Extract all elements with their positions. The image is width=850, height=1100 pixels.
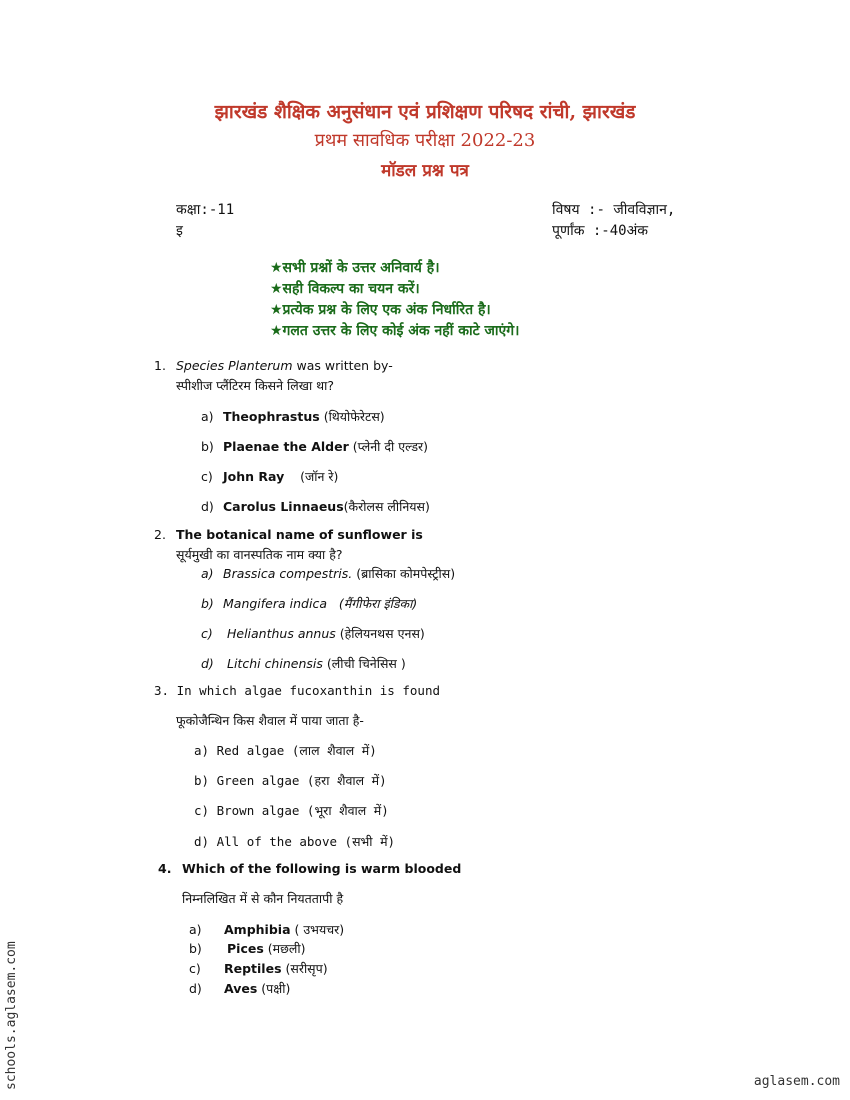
question-4-hindi: निम्नलिखित में से कौन नियततापी है — [182, 891, 344, 906]
question-4 — [158, 861, 461, 876]
question-2-hindi: सूर्यमुखी का वानस्पतिक नाम क्या है? — [176, 547, 343, 562]
instruction-4: ★गलत उत्तर के लिए कोई अंक नहीं काटे जाएंगे। — [270, 323, 520, 339]
question-number: 4. — [158, 861, 172, 876]
paper-title: मॉडल प्रश्न पत्र — [381, 161, 469, 181]
bottom-watermark: aglasem.com — [753, 1074, 840, 1089]
option-2d: d) Litchi chinensis (लीची चिनेसिस ) — [201, 656, 406, 671]
question-3-hindi: फूकोजैन्थिन किस शैवाल में पाया जाता है- — [176, 713, 364, 728]
question-number: 1. — [154, 358, 166, 373]
option-1d: d) Carolus Linnaeus(कैरोलस लीनियस) — [201, 499, 430, 514]
question-text-italic: Species Planterum — [176, 358, 293, 373]
option-1a: a) Theophrastus (थियोफेरेटस) — [201, 409, 385, 424]
option-2b: b) Mangifera indica (मैंगीफेरा इंडिका) — [201, 596, 418, 611]
class-extra: इ — [176, 223, 183, 239]
option-4b: b) Pices (मछली) — [189, 941, 306, 956]
side-watermark: schools.aglasem.com — [4, 941, 19, 1090]
option-3c: c) Brown algae (भूरा शैवाल में) — [194, 803, 389, 818]
option-3a: a) Red algae (लाल शैवाल में) — [194, 743, 377, 758]
question-text: Which of the following is warm blooded — [182, 861, 462, 876]
question-text: In which algae fucoxanthin is found — [176, 683, 440, 698]
full-marks-label: पूर्णांक :-40अंक — [552, 223, 649, 239]
option-2a: a) Brassica compestris. (ब्रासिका कोमपेस्ट्रीस) — [201, 566, 456, 581]
question-number: 2. — [154, 527, 166, 542]
class-label: कक्षा:-11 — [176, 202, 235, 218]
instruction-2: ★सही विकल्प का चयन करें। — [270, 281, 420, 297]
question-text: The botanical name of sunflower is — [176, 527, 423, 542]
header-title: झारखंड शैक्षिक अनुसंधान एवं प्रशिक्षण परिषद रांची, झारखंड — [214, 101, 636, 123]
exam-title: प्रथम सावधिक परीक्षा 2022-23 — [314, 130, 536, 151]
question-1 — [154, 358, 393, 373]
subject-label: विषय :- जीवविज्ञान, — [552, 202, 676, 218]
instruction-3: ★प्रत्येक प्रश्न के लिए एक अंक निर्धारित है। — [270, 302, 491, 318]
question-text: was written by- — [292, 358, 393, 373]
option-2c: c) Helianthus annus (हेलियनथस एनस) — [201, 626, 425, 641]
option-4a: a) Amphibia ( उभयचर) — [189, 922, 345, 937]
option-3d: d) All of the above (सभी में) — [194, 834, 396, 849]
option-1c: c) John Ray (जॉन रे) — [201, 469, 339, 484]
question-1-hindi: स्पीशीज प्लैंटिरम किसने लिखा था? — [176, 378, 335, 393]
instruction-1: ★सभी प्रश्नों के उत्तर अनिवार्य है। — [270, 260, 440, 276]
question-2 — [154, 527, 423, 542]
option-4d: d) Aves (पक्षी) — [189, 981, 291, 996]
option-4c: c) Reptiles (सरीसृप) — [189, 961, 328, 976]
question-3 — [154, 683, 440, 698]
question-number: 3. — [154, 683, 170, 698]
option-1b: b) Plaenae the Alder (प्लेनी दी एल्डर) — [201, 439, 429, 454]
option-3b: b) Green algae (हरा शैवाल में) — [194, 773, 387, 788]
